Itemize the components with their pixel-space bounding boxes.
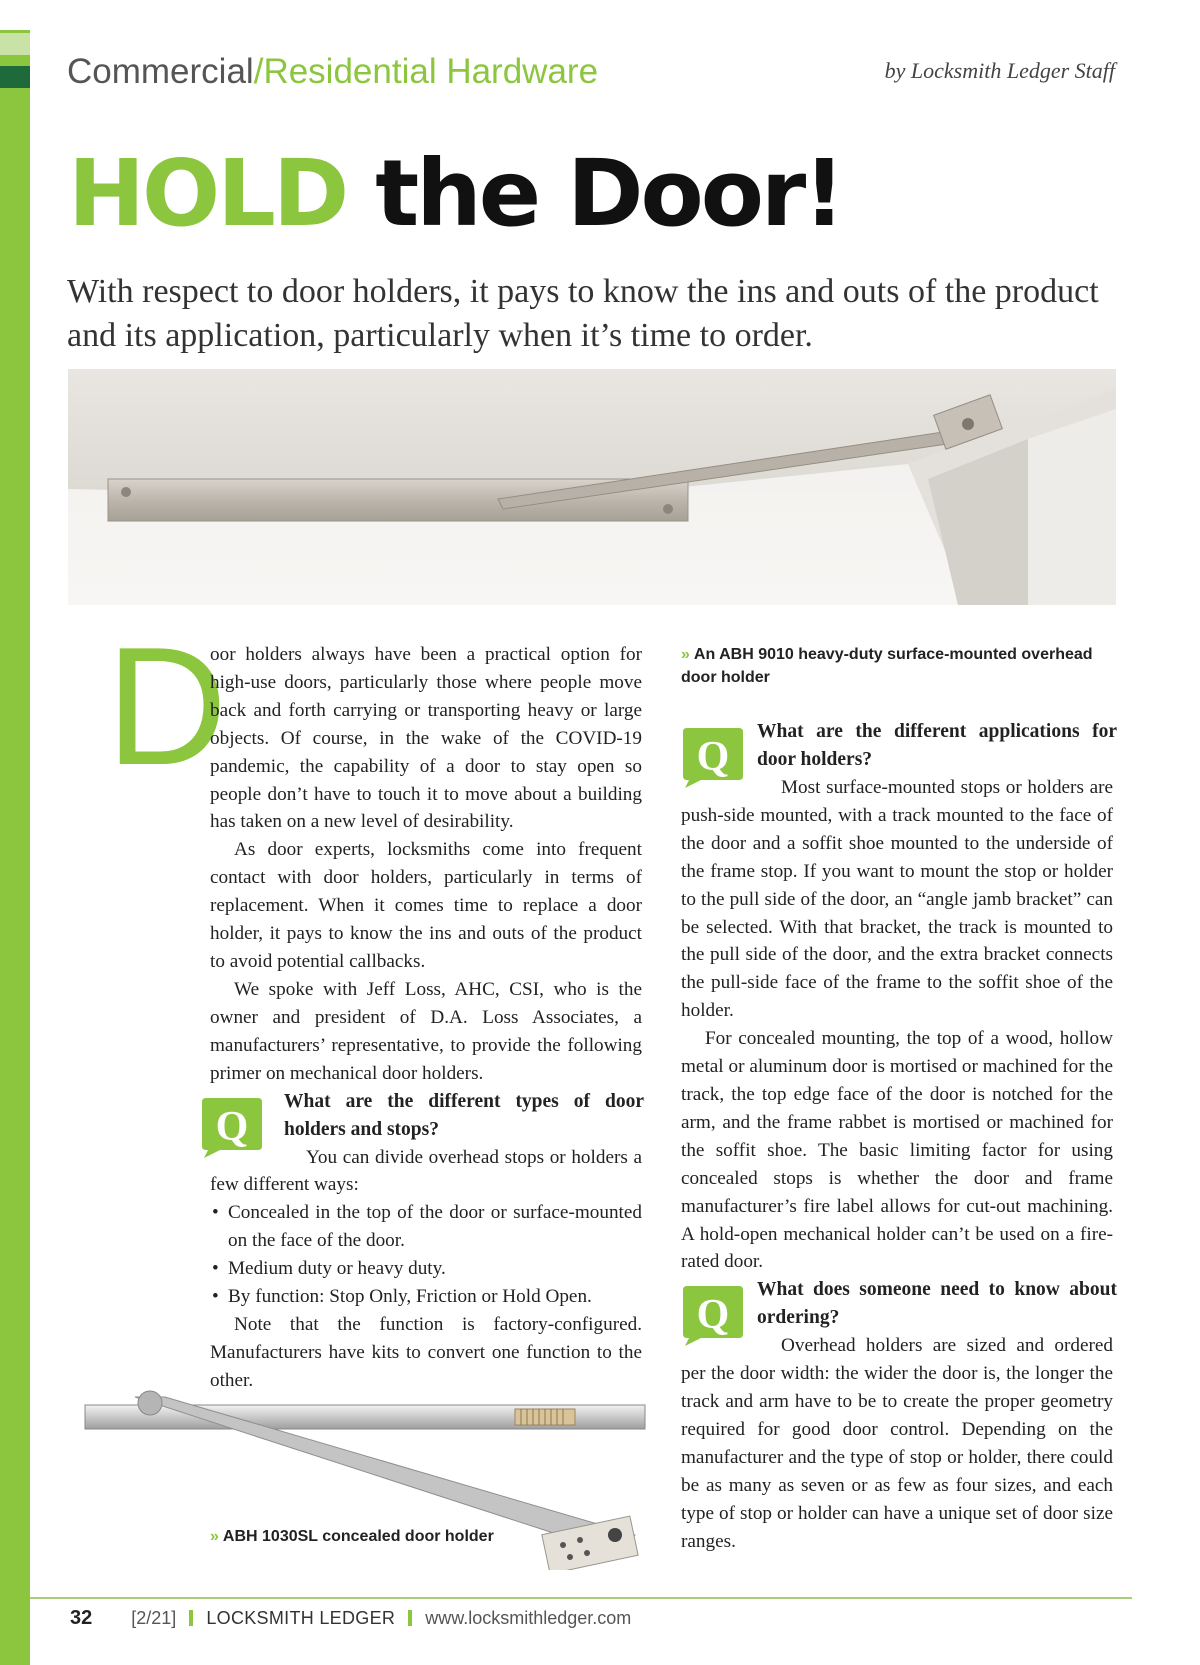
q1-answer-lead: You can divide overhead stops or holders a few different ways: — [210, 1146, 642, 1196]
q2-heading-block — [681, 718, 1117, 780]
svg-text:Q: Q — [696, 1292, 730, 1339]
q3-paragraph-1: Overhead holders are sized and ordered per the door width: the wider the door is, the longer the track and arm have to be to create the proper geometry required for good door control. Depending on the manufacturer and the type of stop or holder, there could be as many as seven or as few as four sizes, and each type of stop or holder can have a unique set of door size ranges. — [681, 1335, 1113, 1552]
caption-product-photo — [210, 1525, 550, 1548]
list-item: • Medium duty or heavy duty. — [210, 1255, 642, 1283]
caption-hero-photo — [681, 643, 1121, 689]
svg-text:Q: Q — [696, 734, 730, 780]
left-accent-bar — [0, 0, 30, 1665]
magazine-name: LOCKSMITH LEDGER — [206, 1608, 396, 1628]
q-speech-bubble-icon — [679, 1282, 745, 1348]
q-speech-bubble-icon — [679, 724, 745, 790]
list-item: • By function: Stop Only, Friction or Hold Open. — [210, 1283, 642, 1311]
q2-question: What are the different applications for door holders? — [757, 721, 1117, 770]
q3-heading-block — [681, 1276, 1117, 1339]
caption-hero-text: An ABH 9010 heavy-duty surface-mounted overhead door holder — [681, 646, 1093, 686]
svg-text:Q: Q — [215, 1103, 249, 1150]
hero-photo-surface-mounted-holder — [68, 369, 1116, 605]
footer-separator — [408, 1610, 412, 1626]
q1-bullet-list — [210, 1199, 642, 1311]
q-speech-bubble-icon — [198, 1094, 264, 1160]
paragraph-intro-3: We spoke with Jeff Loss, AHC, CSI, who is the owner and president of D.A. Loss Associates, a manufacturers’ representative, to provide the following primer on mechanical door holders. — [210, 978, 642, 1084]
section-slash: / — [253, 52, 264, 91]
q3-question: What does someone need to know about ordering? — [757, 1279, 1117, 1329]
byline: by Locksmith Ledger Staff — [884, 58, 1115, 83]
section-label — [67, 52, 598, 92]
article-column-1 — [210, 641, 642, 1395]
caption-product-text: ABH 1030SL concealed door holder — [222, 1528, 494, 1545]
chevron-icon: » — [681, 646, 690, 663]
page-number: 32 — [70, 1607, 93, 1629]
magazine-url[interactable]: www.locksmithledger.com — [425, 1608, 632, 1628]
q1-note: Note that the function is factory-configured. Manufacturers have kits to convert one function to the other. — [210, 1313, 642, 1391]
color-swatch-white — [0, 0, 30, 30]
q1-question: What are the different types of door holders and stops? — [284, 1090, 644, 1140]
footer-rule — [30, 1597, 1132, 1599]
q2-paragraph-1: Most surface-mounted stops or holders are push-side mounted, with a track mounted to the face of the door and a soffit shoe mounted to the underside of the frame stop. If you want to mount the stop or holder to the pull side of the door, an “angle jamb bracket” can be selected. With that bracket, the track is mounted to the pull side of the door, and the extra bracket connects the pull-side face of the frame to the soffit shoe of the holder. — [681, 777, 1113, 1022]
paragraph-intro-2: As door experts, locksmiths come into frequent contact with door holders, particularly in terms of replacement. When it comes time to replace a door holder, it pays to know the ins and outs of the product to avoid potential callbacks. — [210, 839, 642, 972]
q1-heading-block — [210, 1088, 644, 1150]
headline — [68, 140, 843, 247]
issue-date: [2/21] — [131, 1608, 177, 1628]
paragraph-intro-1: oor holders always have been a practical option for high-use doors, particularly those where people move back and forth carrying or transporting heavy or large objects. Of course, in the wake of the COVID-19 pandemic, the capability of a door to stay open so people don’t have to touch it to move about a building has taken on a new level of desirability. — [210, 644, 642, 833]
list-item: • Concealed in the top of the door or surface-mounted on the face of the door. — [210, 1199, 642, 1255]
deck-subtitle: With respect to door holders, it pays to know the ins and outs of the product and its application, particularly when it’s time to order. — [67, 273, 1099, 354]
color-swatch-light-green — [0, 33, 30, 55]
footer-separator — [189, 1610, 193, 1626]
section-primary: Commercial — [67, 52, 254, 91]
section-secondary: Residential Hardware — [263, 52, 599, 91]
q2-paragraph-2: For concealed mounting, the top of a wood, hollow metal or aluminum door is mortised or machined for the track, the top edge face of the door is notched for the arm, and the frame rabbet is mortised or machined for the soffit shoe. The basic limiting factor for using concealed stops is whether the door and frame manufacturer’s fire label allows for cut-out machining. A hold-open mechanical holder can’t be used on a fire-rated door. — [681, 1028, 1113, 1273]
headline-rest: the Door! — [375, 140, 843, 247]
drop-cap: D — [106, 612, 228, 800]
article-column-2 — [681, 718, 1117, 1556]
footer — [70, 1607, 631, 1630]
headline-accent: HOLD — [68, 140, 347, 247]
chevron-icon: » — [210, 1528, 219, 1545]
color-swatch-dark-green — [0, 66, 30, 88]
